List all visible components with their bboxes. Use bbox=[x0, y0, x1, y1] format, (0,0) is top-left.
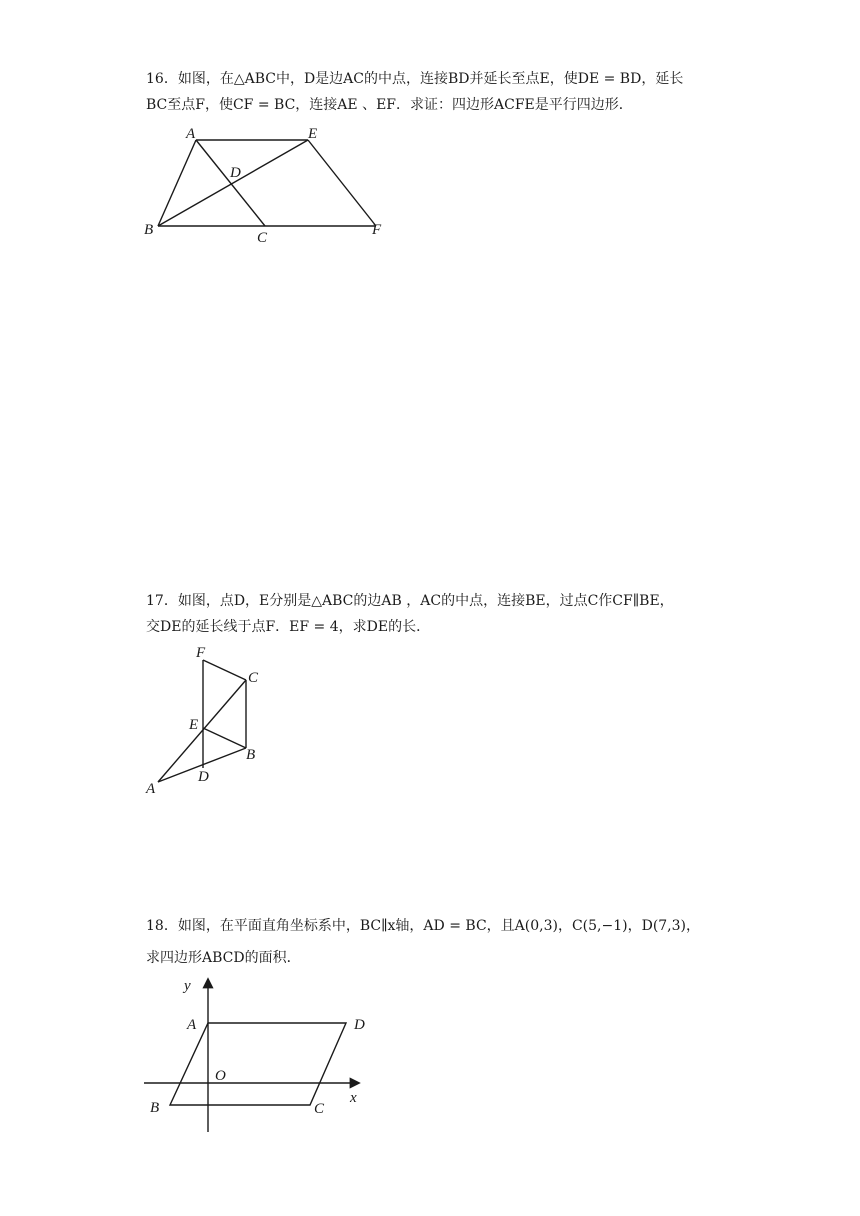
label-D: D bbox=[230, 165, 241, 181]
segment-BE bbox=[158, 140, 308, 226]
label-E: E bbox=[189, 717, 199, 733]
question-16-figure bbox=[140, 122, 400, 247]
question-17-line-1: 17．如图，点D，E分别是△ABC的边AB ，AC的中点，连接BE，过点C作CF∥BE， bbox=[146, 593, 674, 609]
label-y: y bbox=[184, 978, 191, 994]
label-E: E bbox=[308, 126, 318, 142]
question-18-line-2: 求四边形ABCD的面积． bbox=[146, 950, 301, 966]
question-16-line-1: 16．如图，在△ABC中，D是边AC的中点，连接BD并延长至点E，使DE = BD，延长 bbox=[146, 71, 684, 87]
question-18-line-1: 18．如图，在平面直角坐标系中，BC∥x轴，AD = BC，且A(0,3)，C(5,−1)，D(7,3)， bbox=[146, 918, 701, 934]
parallelogram-ABCD bbox=[170, 1023, 346, 1105]
segment-AC bbox=[196, 140, 265, 226]
label-A: A bbox=[146, 781, 156, 797]
question-17-line-2: 交DE的延长线于点F．EF = 4，求DE的长． bbox=[146, 619, 431, 635]
label-F: F bbox=[196, 645, 206, 661]
segment-FC bbox=[203, 660, 246, 680]
question-17-figure bbox=[140, 640, 280, 800]
segment-AC bbox=[158, 680, 246, 782]
label-A: A bbox=[187, 1017, 197, 1033]
label-F: F bbox=[372, 222, 382, 238]
question-16-line-2: BC至点F，使CF = BC，连接AE 、EF．求证：四边形ACFE是平行四边形． bbox=[146, 97, 633, 113]
label-B: B bbox=[144, 222, 154, 238]
segment-AB bbox=[158, 140, 196, 226]
label-C: C bbox=[248, 670, 259, 686]
label-A: A bbox=[186, 126, 196, 142]
label-B: B bbox=[150, 1100, 160, 1116]
segment-EB bbox=[203, 728, 246, 748]
label-C: C bbox=[257, 230, 268, 246]
segment-EF bbox=[308, 140, 376, 226]
label-x: x bbox=[350, 1090, 357, 1106]
label-B: B bbox=[246, 747, 256, 763]
question-18-figure bbox=[140, 972, 380, 1136]
label-C: C bbox=[314, 1101, 325, 1117]
label-O: O bbox=[215, 1068, 226, 1084]
label-D: D bbox=[354, 1017, 365, 1033]
label-D: D bbox=[198, 769, 209, 785]
